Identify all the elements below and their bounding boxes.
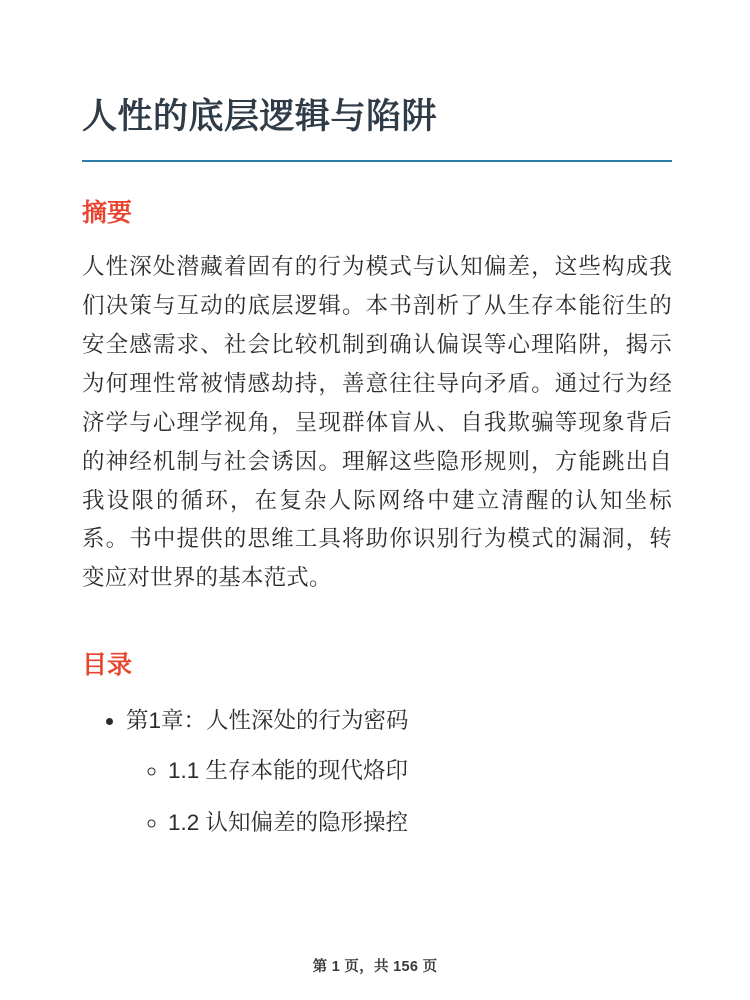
- list-item[interactable]: [168, 806, 672, 840]
- toc-sublist: [126, 754, 672, 840]
- toc-list: [82, 704, 672, 839]
- list-item[interactable]: [168, 754, 672, 788]
- page-footer: 第 1 页，共 156 页: [312, 959, 438, 975]
- toc-heading: 目录: [82, 651, 133, 680]
- abstract-heading: 摘要: [82, 199, 133, 227]
- toc-section-label: 1.1 生存本能的现代烙印: [168, 758, 409, 784]
- abstract-paragraph: 人性深处潜藏着固有的行为模式与认知偏差，这些构成我们决策与互动的底层逻辑。本书剖析了从生存本能衍生的安全感需求、社会比较机制到确认偏误等心理陷阱，揭示为何理性常被情感劫持，善意往往导向矛盾。通过行为经济学与心理学视角，呈现群体盲从、自我欺骗等现象背后的神经机制与社会诱因。理解这些隐形规则，方能跳出自我设限的循环，在复杂人际网络中建立清醒的认知坐标系。书中提供的思维工具将助你识别行为模式的漏洞，转变应对世界的基本范式。: [82, 254, 672, 591]
- toc-section-label: 1.2 认知偏差的隐形操控: [168, 809, 409, 835]
- page-title: 人性的底层逻辑与陷阱: [82, 97, 438, 136]
- list-item[interactable]: [126, 704, 672, 839]
- title-divider: [82, 160, 672, 162]
- toc-chapter-label: 第1章：人性深处的行为密码: [126, 708, 409, 734]
